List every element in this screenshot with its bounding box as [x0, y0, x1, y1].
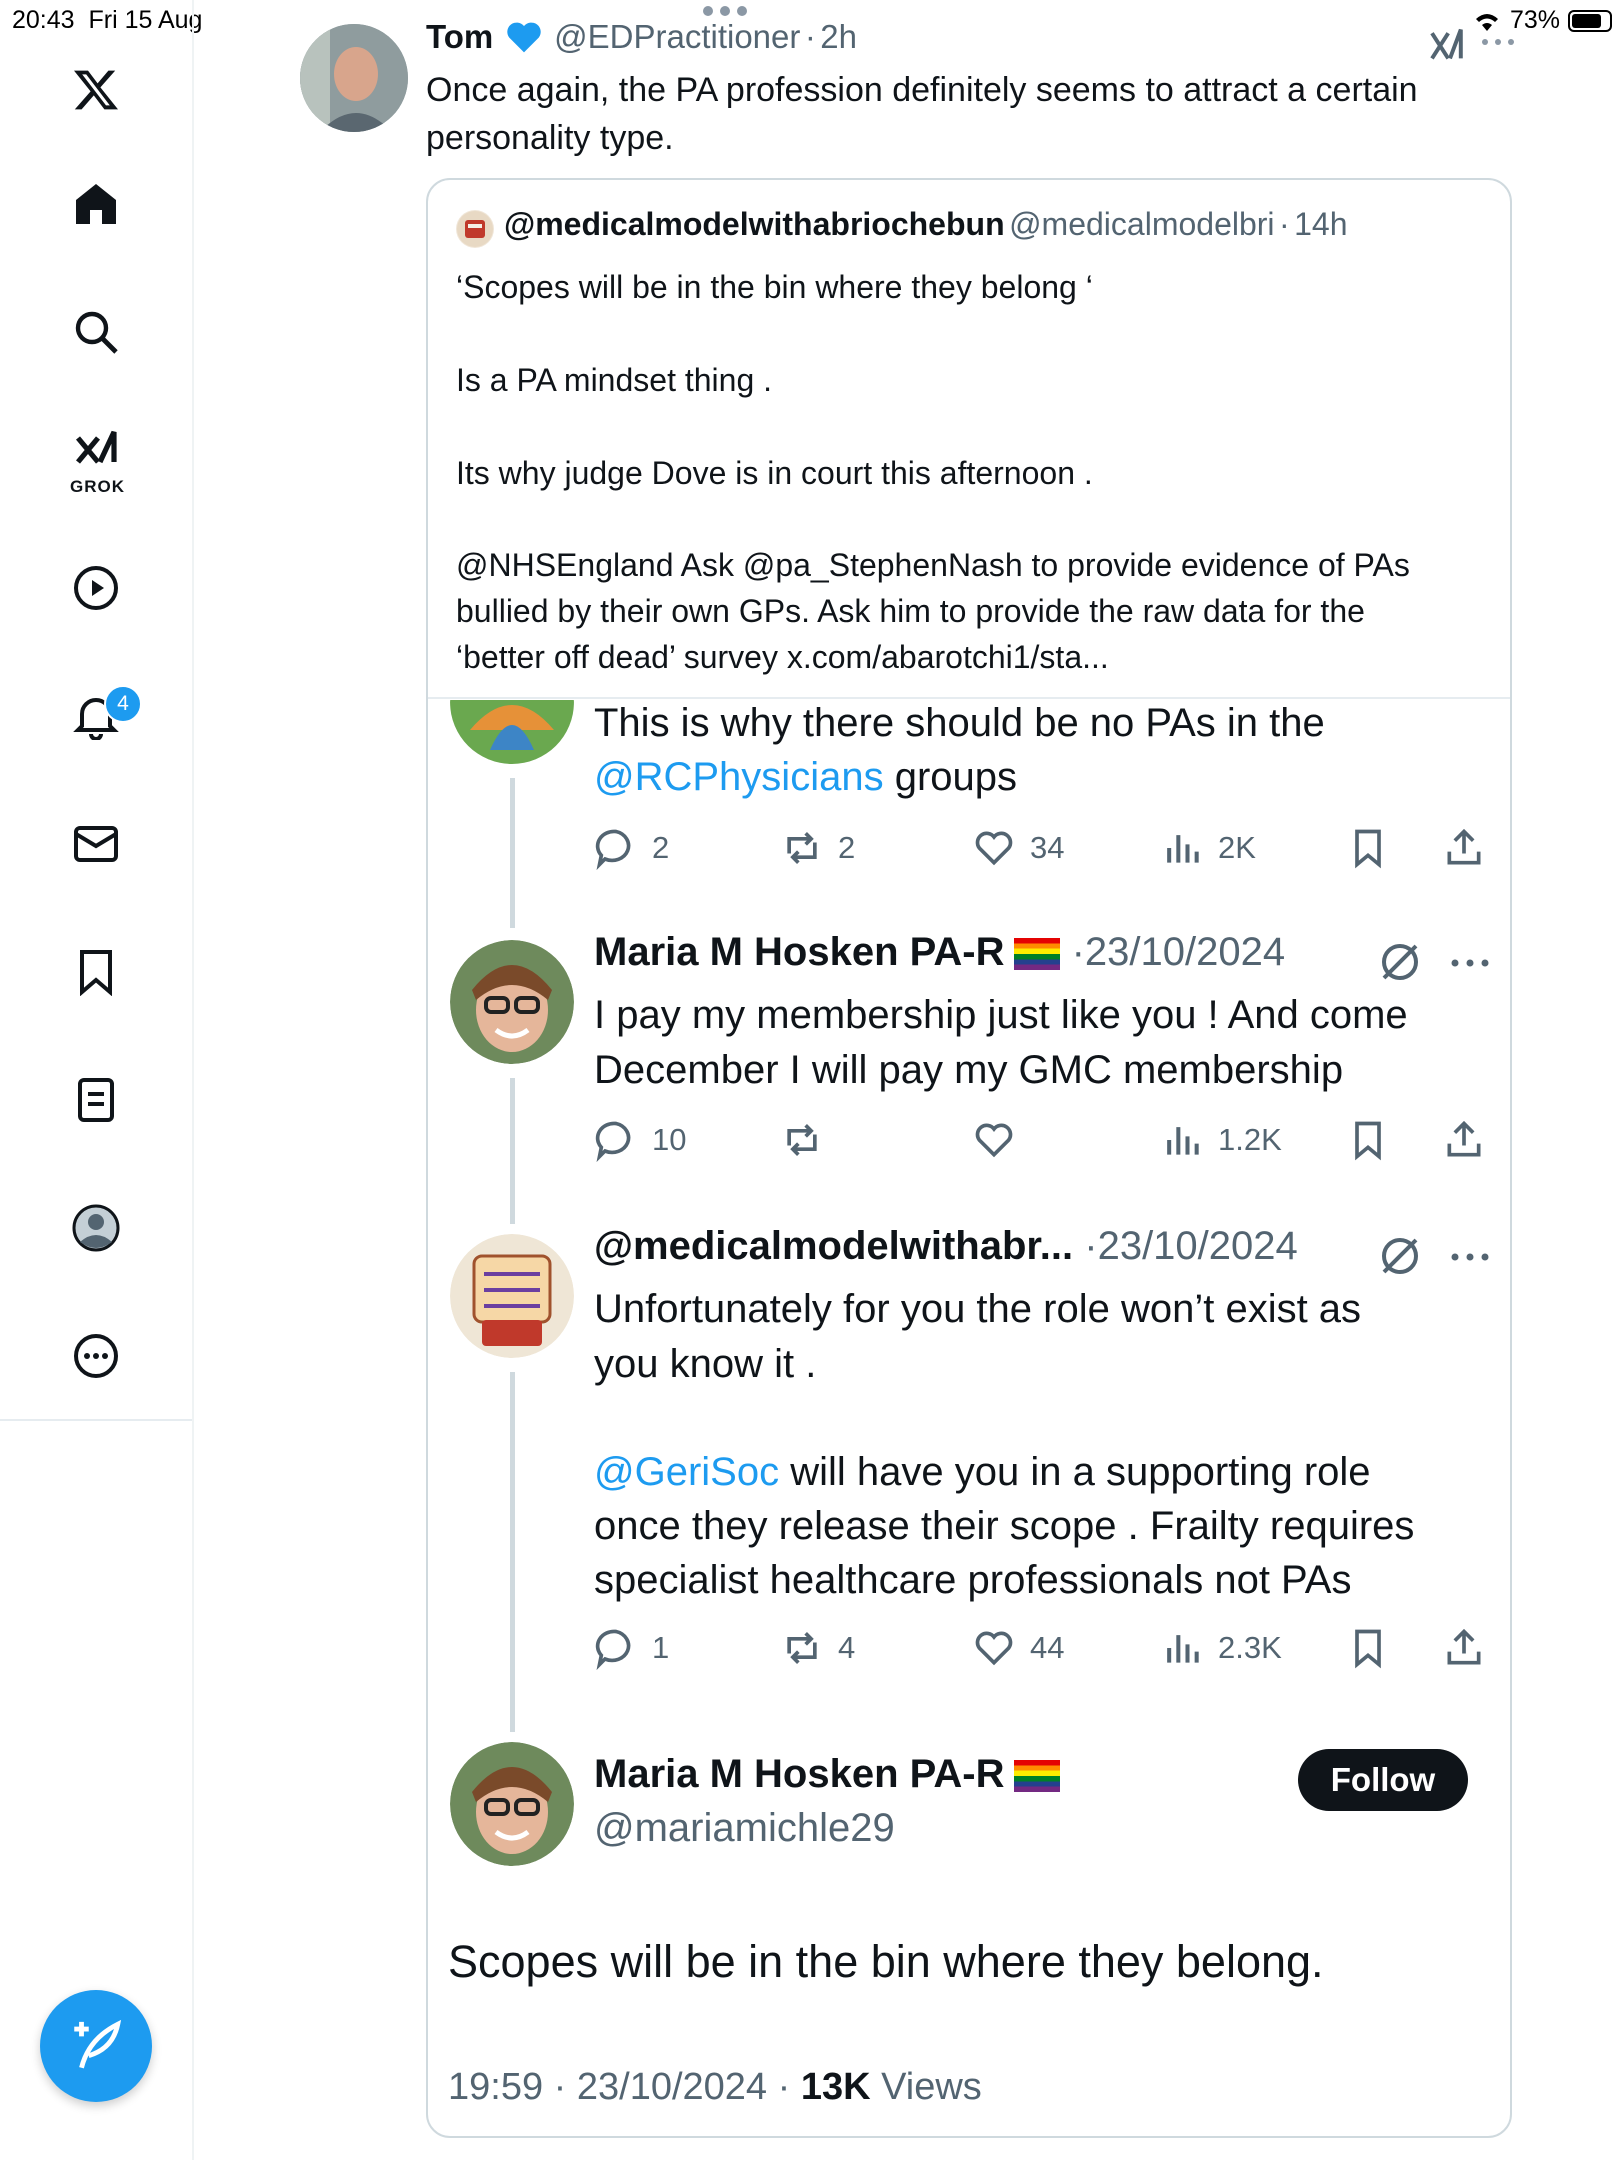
quoted-line-3: Its why judge Dove is in court this afternoon . [456, 455, 1093, 491]
search-icon[interactable] [64, 300, 128, 364]
reply-2-header: Maria M Hosken PA-R ·23/10/2024 [594, 930, 1286, 974]
grok-label: GROK [70, 477, 125, 496]
reply-3-more-icon[interactable] [1450, 1250, 1490, 1268]
reply-3-line-3: @GeriSoc will have you in a supporting role [594, 1450, 1371, 1494]
reply-2-time: 23/10/2024 [1084, 930, 1286, 974]
reply-1-text-line-2: @RCPhysicians groups [594, 755, 1017, 799]
reply-2-actions [594, 1118, 1494, 1168]
reply-2-line-2: December I will pay my GMC membership [594, 1048, 1344, 1092]
wifi-icon [1472, 9, 1502, 33]
focus-tweet-text: Scopes will be in the bin where they belong. [448, 1936, 1324, 1987]
main-tweet-time[interactable]: 2h [820, 18, 857, 55]
share-icon [1442, 1118, 1486, 1162]
blue-heart-icon [504, 18, 544, 54]
reply-3-line-5: specialist healthcare professionals not PAs [594, 1558, 1352, 1602]
retweet-icon [780, 1626, 824, 1670]
reply-1-actions [594, 826, 1494, 876]
main-tweet-name[interactable]: Tom [426, 18, 494, 55]
heart-icon [972, 826, 1016, 870]
focus-handle[interactable]: @mariamichle29 [594, 1806, 895, 1850]
sidebar-divider [0, 1419, 192, 1421]
like-button[interactable]: 34 [972, 826, 1064, 870]
thread-line [510, 778, 515, 928]
reply-3-line-4: once they release their scope . Frailty requires [594, 1504, 1415, 1548]
reply-2-line-1: I pay my membership just like you ! And come [594, 993, 1408, 1037]
more-options-icon[interactable] [1480, 34, 1516, 52]
medicalmodel-avatar[interactable] [450, 1234, 574, 1358]
views-icon [1160, 826, 1204, 870]
reply-2-more-icon[interactable] [1450, 956, 1490, 974]
comment-icon [594, 1626, 638, 1670]
follow-button[interactable]: Follow [1298, 1749, 1468, 1811]
x-logo-icon[interactable] [64, 58, 128, 122]
status-time: 20:43 Fri 15 Aug [12, 6, 203, 34]
rainbow-flag-icon [1014, 1760, 1060, 1792]
maria-avatar[interactable] [450, 940, 574, 1064]
focus-timestamp[interactable]: 19:59 · 23/10/2024 · [448, 2066, 801, 2108]
comment-icon [594, 1118, 638, 1162]
views-icon [1160, 1118, 1204, 1162]
mention-gerisoc[interactable]: @GeriSoc [594, 1450, 780, 1494]
bookmark-icon [1346, 1118, 1390, 1162]
like-button[interactable]: 44 [972, 1626, 1064, 1670]
lists-icon[interactable] [64, 1068, 128, 1132]
quoted-line-1: ‘Scopes will be in the bin where they belong ‘ [456, 269, 1093, 305]
share-icon [1442, 826, 1486, 870]
rainbow-flag-icon [1014, 938, 1060, 970]
quoted-line-4: @NHSEngland Ask @pa_StephenNash to provide evidence of PAs [456, 547, 1410, 583]
share-button[interactable] [1442, 1626, 1486, 1670]
quoted-line-2: Is a PA mindset thing . [456, 362, 773, 398]
grok-explain-icon[interactable] [1376, 938, 1424, 991]
share-icon [1442, 1626, 1486, 1670]
more-icon[interactable] [64, 1324, 128, 1388]
quoted-name[interactable]: @medicalmodelwithabriochebun [504, 206, 1005, 242]
comment-icon [594, 826, 638, 870]
focus-name-row [594, 1752, 1060, 1797]
views-button[interactable]: 2K [1160, 826, 1256, 870]
grok-explain-icon[interactable] [1376, 1232, 1424, 1285]
views-button[interactable]: 1.2K [1160, 1118, 1282, 1162]
reply-3-time: 23/10/2024 [1097, 1224, 1298, 1268]
grok-explain-icon[interactable] [1428, 26, 1472, 67]
messages-icon[interactable] [64, 812, 128, 876]
compose-button[interactable] [40, 1990, 152, 2102]
tom-avatar[interactable] [300, 24, 408, 132]
quoted-line-5: bullied by their own GPs. Ask him to provide the raw data for the [456, 593, 1365, 629]
reply-3-name[interactable]: @medicalmodelwithabr... [594, 1224, 1074, 1268]
retweet-button[interactable]: 2 [780, 826, 855, 870]
quoted-header: @medicalmodelwithabriochebun @medicalmodelbri · 14h [504, 206, 1348, 242]
like-button[interactable] [972, 1118, 1030, 1162]
grok-icon[interactable] [64, 418, 128, 482]
focus-meta: 19:59 · 23/10/2024 · 13K Views [448, 2066, 982, 2108]
main-tweet-text: Once again, the PA profession definitely seems to attract a certain personality type. [426, 71, 1418, 157]
heart-icon [972, 1118, 1016, 1162]
retweet-icon [780, 826, 824, 870]
heart-icon [972, 1626, 1016, 1670]
share-button[interactable] [1442, 1118, 1486, 1162]
share-button[interactable] [1442, 826, 1486, 870]
battery-icon [1568, 10, 1612, 32]
thread-line [510, 1372, 515, 1732]
reply-1-text-line-1: This is why there should be no PAs in the [594, 701, 1325, 745]
home-icon[interactable] [64, 172, 128, 236]
bookmark-icon [1346, 1626, 1390, 1670]
focus-maria-avatar[interactable] [450, 1742, 574, 1866]
main-tweet-header: Tom @EDPractitioner · 2h [426, 18, 857, 55]
reply-button[interactable]: 1 [594, 1626, 669, 1670]
mention-rcphysicians[interactable]: @RCPhysicians [594, 755, 884, 799]
video-icon[interactable] [64, 556, 128, 620]
main-tweet-handle[interactable]: @EDPractitioner [554, 18, 801, 55]
sidebar [0, 0, 194, 2160]
bookmark-button[interactable] [1346, 1118, 1390, 1162]
bookmark-button[interactable] [1346, 1626, 1390, 1670]
reply-3-line-2: you know it . [594, 1342, 817, 1386]
bookmark-icon [1346, 826, 1390, 870]
quoted-avatar[interactable] [456, 210, 494, 248]
status-indicators [1472, 6, 1612, 35]
compose-feather-icon [67, 2017, 125, 2075]
retweet-icon [780, 1118, 824, 1162]
focus-views-count: 13K [800, 2066, 871, 2108]
views-button[interactable]: 2.3K [1160, 1626, 1282, 1670]
reply-3-line-1: Unfortunately for you the role won’t exist as [594, 1287, 1362, 1331]
reply-3-header: @medicalmodelwithabr... ·23/10/2024 [594, 1224, 1298, 1268]
bookmark-button[interactable] [1346, 826, 1390, 870]
reply-2-name[interactable]: Maria M Hosken PA-R [594, 930, 1005, 974]
focus-name[interactable]: Maria M Hosken PA-R [594, 1752, 1005, 1796]
retweet-button[interactable] [780, 1118, 838, 1162]
battery-percent: 73% [1509, 6, 1560, 34]
reply-button[interactable]: 10 [594, 1118, 686, 1162]
quoted-handle[interactable]: @medicalmodelbri [1009, 206, 1275, 242]
more-horizontal-icon [700, 4, 750, 18]
reply-3-actions [594, 1626, 1494, 1676]
thread-line [510, 1078, 515, 1224]
retweet-button[interactable]: 4 [780, 1626, 855, 1670]
quoted-time: 14h [1294, 206, 1348, 242]
quoted-line-6: ‘better off dead’ survey x.com/abarotchi1/sta... [456, 639, 1109, 675]
bookmarks-icon[interactable] [64, 940, 128, 1004]
notification-badge: 4 [104, 685, 142, 723]
reply-button[interactable]: 2 [594, 826, 669, 870]
views-icon [1160, 1626, 1204, 1670]
profile-icon[interactable] [64, 1196, 128, 1260]
